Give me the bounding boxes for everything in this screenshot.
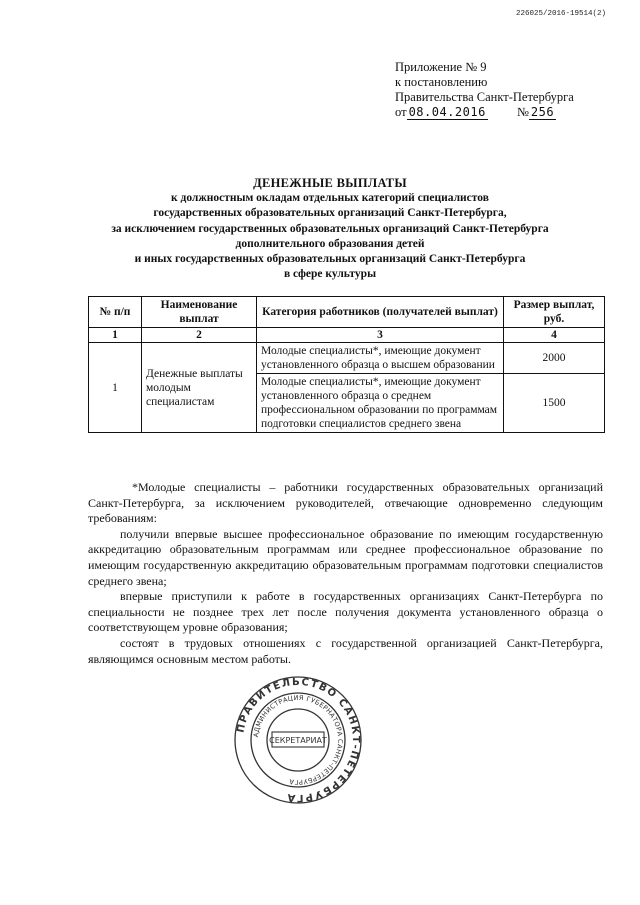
- row-payment-name: Денежные выплаты молодым специалистам: [142, 343, 257, 433]
- footnotes: [88, 480, 603, 667]
- index-cell: 1: [89, 328, 142, 343]
- number-prefix: №: [516, 105, 529, 119]
- table-index-row: [89, 328, 605, 343]
- header-number: № п/п: [89, 297, 142, 328]
- header-category: Категория работников (получателей выплат): [257, 297, 504, 328]
- document-reference-number: 226025/2016-19514(2): [515, 10, 606, 18]
- title-line: за исключением государственных образовательных организаций Санкт-Петербурга: [111, 222, 549, 235]
- row-category: Молодые специалисты*, имеющие документ установленного образца о высшем образовании: [257, 343, 504, 374]
- index-cell: 4: [504, 328, 605, 343]
- title-line: к должностным окладам отдельных категорий специалистов: [171, 192, 489, 205]
- date-prefix: от: [395, 105, 407, 119]
- appendix-number: Приложение № 9: [395, 60, 487, 74]
- payments-table: [88, 296, 605, 433]
- title-main: ДЕНЕЖНЫЕ ВЫПЛАТЫ: [253, 176, 407, 190]
- appendix-date-line: [395, 105, 615, 120]
- document-title: [60, 176, 600, 282]
- footnote-requirement: впервые приступили к работе в государственных организациях Санкт-Петербурга по специальности не позднее трех лет после получения документа установленного образца о соответствующем уровне образования;: [88, 589, 603, 635]
- table-header-row: [89, 297, 605, 328]
- footnote-definition: *Молодые специалисты – работники государственных образовательных организаций Санкт-Петербурга, за исключением руководителей, отвечающие одновременно следующим требованиям:: [88, 480, 603, 526]
- index-cell: 3: [257, 328, 504, 343]
- title-line: в сфере культуры: [283, 268, 377, 281]
- footnote-requirement: состоят в трудовых отношениях с государственной организацией Санкт-Петербурга, являющимся основным местом работы.: [88, 635, 603, 666]
- header-payment-name: Наименование выплат: [142, 297, 257, 328]
- appendix-block: [395, 60, 615, 120]
- appendix-government: Правительства Санкт-Петербурга: [395, 90, 574, 104]
- title-line: дополнительного образования детей: [235, 237, 425, 250]
- appendix-resolution: к постановлению: [395, 75, 488, 89]
- resolution-date: 08.04.2016: [408, 105, 486, 119]
- title-line: и иных государственных образовательных организаций Санкт-Петербурга: [134, 253, 526, 266]
- official-seal-stamp: [232, 674, 364, 806]
- footnote-requirement: получили впервые высшее профессиональное образование по имеющим государственную аккредитацию образовательным программам или среднее профессиональное образование по имеющим государственную аккредитацию образовательным программам подготовки специалистов среднего звена;: [88, 526, 603, 588]
- row-amount: 1500: [504, 374, 605, 433]
- resolution-number: 256: [530, 105, 555, 119]
- row-amount: 2000: [504, 343, 605, 374]
- header-amount: Размер выплат, руб.: [504, 297, 605, 328]
- row-category: Молодые специалисты*, имеющие документ установленного образца о среднем профессиональном образовании по программам подготовки специалистов среднего звена: [257, 374, 504, 433]
- seal-outer-text: ПРАВИТЕЛЬСТВО САНКТ-ПЕТЕРБУРГА: [235, 676, 362, 804]
- seal-inner-text: АДМИНИСТРАЦИЯ ГУБЕРНАТОРА САНКТ-ПЕТЕРБУРГА: [252, 693, 345, 787]
- row-number: 1: [89, 343, 142, 433]
- index-cell: 2: [142, 328, 257, 343]
- table-row: [89, 343, 605, 374]
- title-line: государственных образовательных организаций Санкт-Петербурга,: [153, 207, 507, 220]
- seal-center-text: СЕКРЕТАРИАТ: [269, 736, 327, 745]
